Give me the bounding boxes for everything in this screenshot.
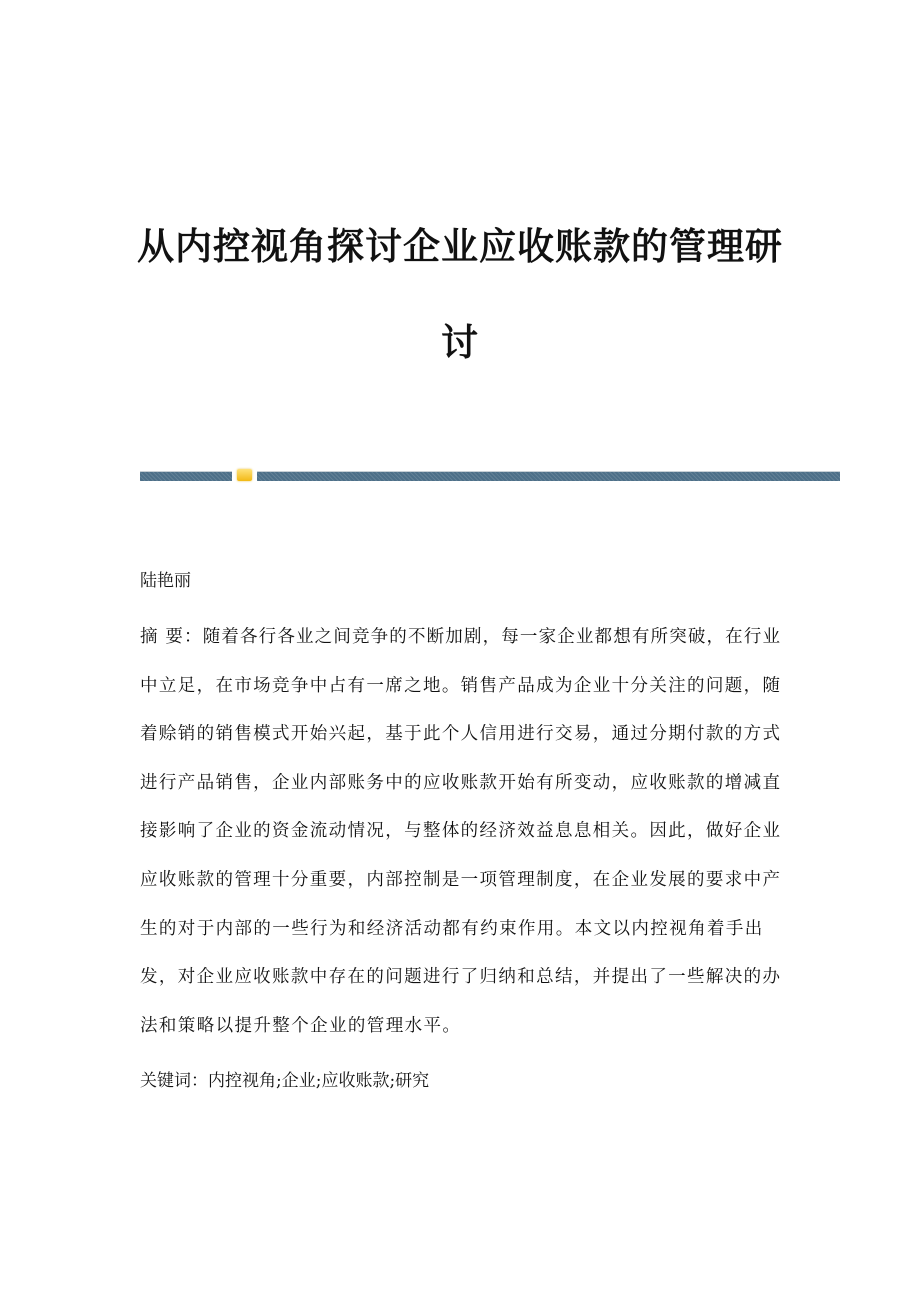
abstract-line: 发，对企业应收账款中存在的问题进行了归纳和总结，并提出了一些解决的办 <box>140 967 780 988</box>
document-title-line-2: 讨 <box>441 320 479 364</box>
abstract-line: 进行产品销售，企业内部账务中的应收账款开始有所变动，应收账款的增减直 <box>140 772 780 793</box>
abstract-line: 接影响了企业的资金流动情况，与整体的经济效益息息相关。因此，做好企业 <box>140 821 780 842</box>
abstract-line: 着赊销的销售模式开始兴起，基于此个人信用进行交易，通过分期付款的方式 <box>140 724 780 745</box>
divider-left-bar <box>140 471 232 481</box>
abstract <box>140 624 780 1061</box>
abstract-line: 应收账款的管理十分重要，内部控制是一项管理制度，在企业发展的要求中产 <box>140 869 780 890</box>
divider-ornament-icon <box>237 469 252 481</box>
abstract-line: 生的对于内部的一些行为和经济活动都有约束作用。本文以内控视角着手出 <box>140 918 764 939</box>
keywords: 关键词：内控视角;企业;应收账款;研究 <box>140 1071 430 1091</box>
abstract-line: 摘 要：随着各行各业之间竞争的不断加剧，每一家企业都想有所突破，在行业 <box>140 627 780 647</box>
author-name: 陆艳丽 <box>140 571 191 591</box>
divider-right-bar <box>257 471 840 481</box>
abstract-line: 中立足，在市场竞争中占有一席之地。销售产品成为企业十分关注的问题，随 <box>140 675 780 696</box>
document-title-line-1: 从内控视角探讨企业应收账款的管理研 <box>137 224 783 268</box>
abstract-line: 法和策略以提升整个企业的管理水平。 <box>140 1015 462 1036</box>
